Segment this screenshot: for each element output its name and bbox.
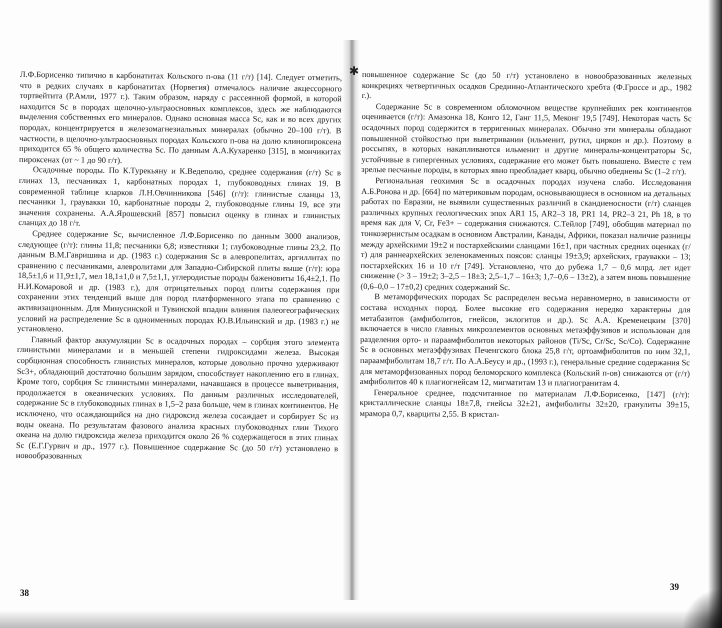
right-page-number: 39 [670, 582, 679, 592]
right-paragraph-2: Содержание Sc в современном обломочном веществе крупнейших рек континентов оценивается (г/т): Амазонка 18, Конго 12, Ганг 11,5, Меконг 19,5 [749]. Некоторая часть Sc осадочных пород содержится в терригенных минералах. Обычно эти минералы обладают повышенной стойкостью при выветривании (ильменит, рутил, циркон и др.). Поэтому в россыпях, в которых накапливаются ильменит и другие минералы-концентраторы Sc, устойчивые в гипергенных условиях, содержание его может быть повышено. Вместе с тем зрелые песчаные породы, в которых явно преобладает кварц, обычно обеднены Sc (1–2 г/т). [361, 101, 692, 177]
book-gutter [342, 40, 360, 600]
left-page [15, 70, 342, 578]
right-paragraph-5: Генеральное среднее, подсчитанное по материалам Л.Ф.Борисенко, [147] (г/т): кристаллические сланцы 18±7,8, гнейсы 32±21, амфиболиты 32±20, гранулиты 39±15, мрамора 0,7, кварциты 2,55. В кристал- [359, 387, 690, 419]
left-paragraph-3: Среднее содержание Sc, вычисленное Л.Ф.Борисенко по данным 3000 анализов, следующее (г/т): глины 11,8; песчаники 6,8; известняки 1; глубоководные глины 23,2. По данным В.М.Гавришина и др. (1983 г.) содержания Sc в алевропелитах, аргиллитах по сравнению с песчаниками, алевролитами для Западно-Сибирской плиты выше (г/т): юра 18,5±1,6 и 11,9±1,7, мел 18,1±1,0 и 7,5±1,1, углеродистые породы баженовиты 16,4±2,1. По Н.И.Комаровой и др. (1983 г.), для отрицательных пород плиты содержания при сохранении этих тенденций выше для пород платформенного этапа по сравнению с активизационным. Для Минусинской и Тувинской впадин влияния палеогеографических условий на распределение Sc в одноименных породах Ю.В.Ильинский и др. (1983 г.) не установлено. [17, 229, 341, 334]
right-page [358, 70, 692, 577]
scan-corner-shadow [682, 588, 722, 628]
right-paragraph-4: В метаморфических породах Sc распределен весьма неравномерно, в зависимости от состава исходных пород. Более высокие его содержания нередко характерны для метабазитов (амфиболитов, гнейсов, эклогитов и др.). Sc А.А. Кременецким [370] включается в число главных микроэлементов основных метаэффузивов и использован для разделения орто- и параамфиболитов некоторых районов (Ti/Sc, Cr/Sc, Sc/Co). Содержание Sc в основных метаэффузивах Печенгского блока 25,8 г/т, ортоамфиболитов по ним 32,1, параамфиболитам 18,7 г/т. По А.А.Беусу и др., (1993 г.), генеральные средние содержания Sc для метаморфизованных пород беломорского комплекса (Кольский п-ов) снижаются от (г/т) амфиболитов 40 к плагиогнейсам 12, мигматитам 13 и плагиогранитам 4. [359, 292, 691, 389]
left-paragraph-1: Л.Ф.Борисенко типично в карбонатитах Кольского п-ова (11 г/т) [14]. Следует отметить, что в редких случаях в карбонатитах (Норвегия) отмечалось наличие акцессорного тортвейтита (Р.Амли, 1977 г.). Таким образом, наряду с рассеянной формой, в которой находится Sc в породах щелочно-ультраосновных комплексов, здесь же наблюдаются выделения собственных его минералов. Однако основная масса Sc, как и во всех других породах, концентрируется в железомагнезиальных минералах (обычно 20–100 г/т). В частности, в щелочно-ультраосновных породах Кольского п-ова на долю клинопироксена приходится 65 % общего количества Sc. По данным А.А.Кухаренко [315], в мончикитах пироксенах (от ~ 1 до 90 г/т). [19, 70, 342, 165]
right-paragraph-3: Региональная геохимия Sc в осадочных породах изучена слабо. Исследования А.Б.Ронова и др. [664] по материковым породам, основывающиеся в основном на детальных работах по Евразии, не выявили существенных различий в скандиеносности (г/т) сланцев различных крупных геологических эпох AR1 15, AR2–3 18, PR1 14, PR2–3 21, Ph 18, в то время как для V, Cr, Fe3+ – содержания снижаются. С.Тейлор [749], обобщив материал по тонкозернистым осадкам в основном Австралии, Канады, Африки, показал наличие разницы между архейскими 19±2 и постархейскими сланцами 16±1, при частных средних оценках (г/т) для раннеархейских зеленокаменных поясов: сланцы 19±3,9; архейских, граувакки – 13; постархейских 16 и 10 г/т [749]. Установлено, что до рубежа 1,7 – 0,6 млрд. лет идет снижение (> 3 – 19±2; 3–2,5 – 18±3; 2,5–1,7 – 16±3; 1,7–0,6 – 13±2), а затем вновь повышение (0,6–0,0 – 17±0,2) средних содержаний Sc. [360, 176, 692, 292]
scan-bottom-shadow [0, 610, 722, 628]
left-paragraph-2: Осадочные породы. По К.Турекьяну и К.Ведеполю, среднее содержания (г/т) Sc в глинах 13, песчаниках 1, карбонатных породах 1, глубоководных глинах 19. В современной таблице кларков Л.Н.Овчинникова [546] (г/т): глинистые сланцы 13, песчаники 1, граувакки 10, карбонатные породы 2, глубоководные глины 19, все эти значения сохранены. А.А.Ярошевский [857] повысил оценку в глинах и глинистых сланцах до 18 г/т. [18, 165, 341, 228]
scan-edge-shadow [708, 0, 722, 628]
right-paragraph-1: повышенное содержание Sc (до 50 г/т) установлено в новообразованных железных конкрециях четвертичных осадков Срединно-Атлантического хребта (Ф.Гроссе и др., 1982 г.). [361, 70, 692, 101]
left-page-number: 38 [20, 588, 29, 598]
left-paragraph-4: Главный фактор аккумуляции Sc в осадочных породах – сорбция этого элемента глинистыми минералами и в меньшей степени гидроксидами железа. Высокая сорбционная способность глинистых минералов, которые довольно прочно удерживают Sc3+, обладающий достаточно большим зарядом, способствует накоплению его в глинах. Кроме того, сорбция Sc глинистыми минералами, начавшаяся в процессе выветривания, продолжается в океанических условиях. По данным различных исследователей, содержание Sc в глубоководных глинах в 1,5–2 раза больше, чем в глинах континентов. Не исключено, что осаждающийся на дно гидроксид железа сосаждает и сорбирует Sc из воды океана. По результатам фазового анализа красных глубоководных глин Тихого океана на долю гидроксида железа приходится около 26 % содержащегося в этих глинах Sc (Е.Г.Гурвич и др., 1977 г.). Повышенное содержание Sc (до 50 г/т) установлено в новообразованных [15, 334, 340, 462]
binding-mark-icon: ✱ [349, 64, 360, 78]
